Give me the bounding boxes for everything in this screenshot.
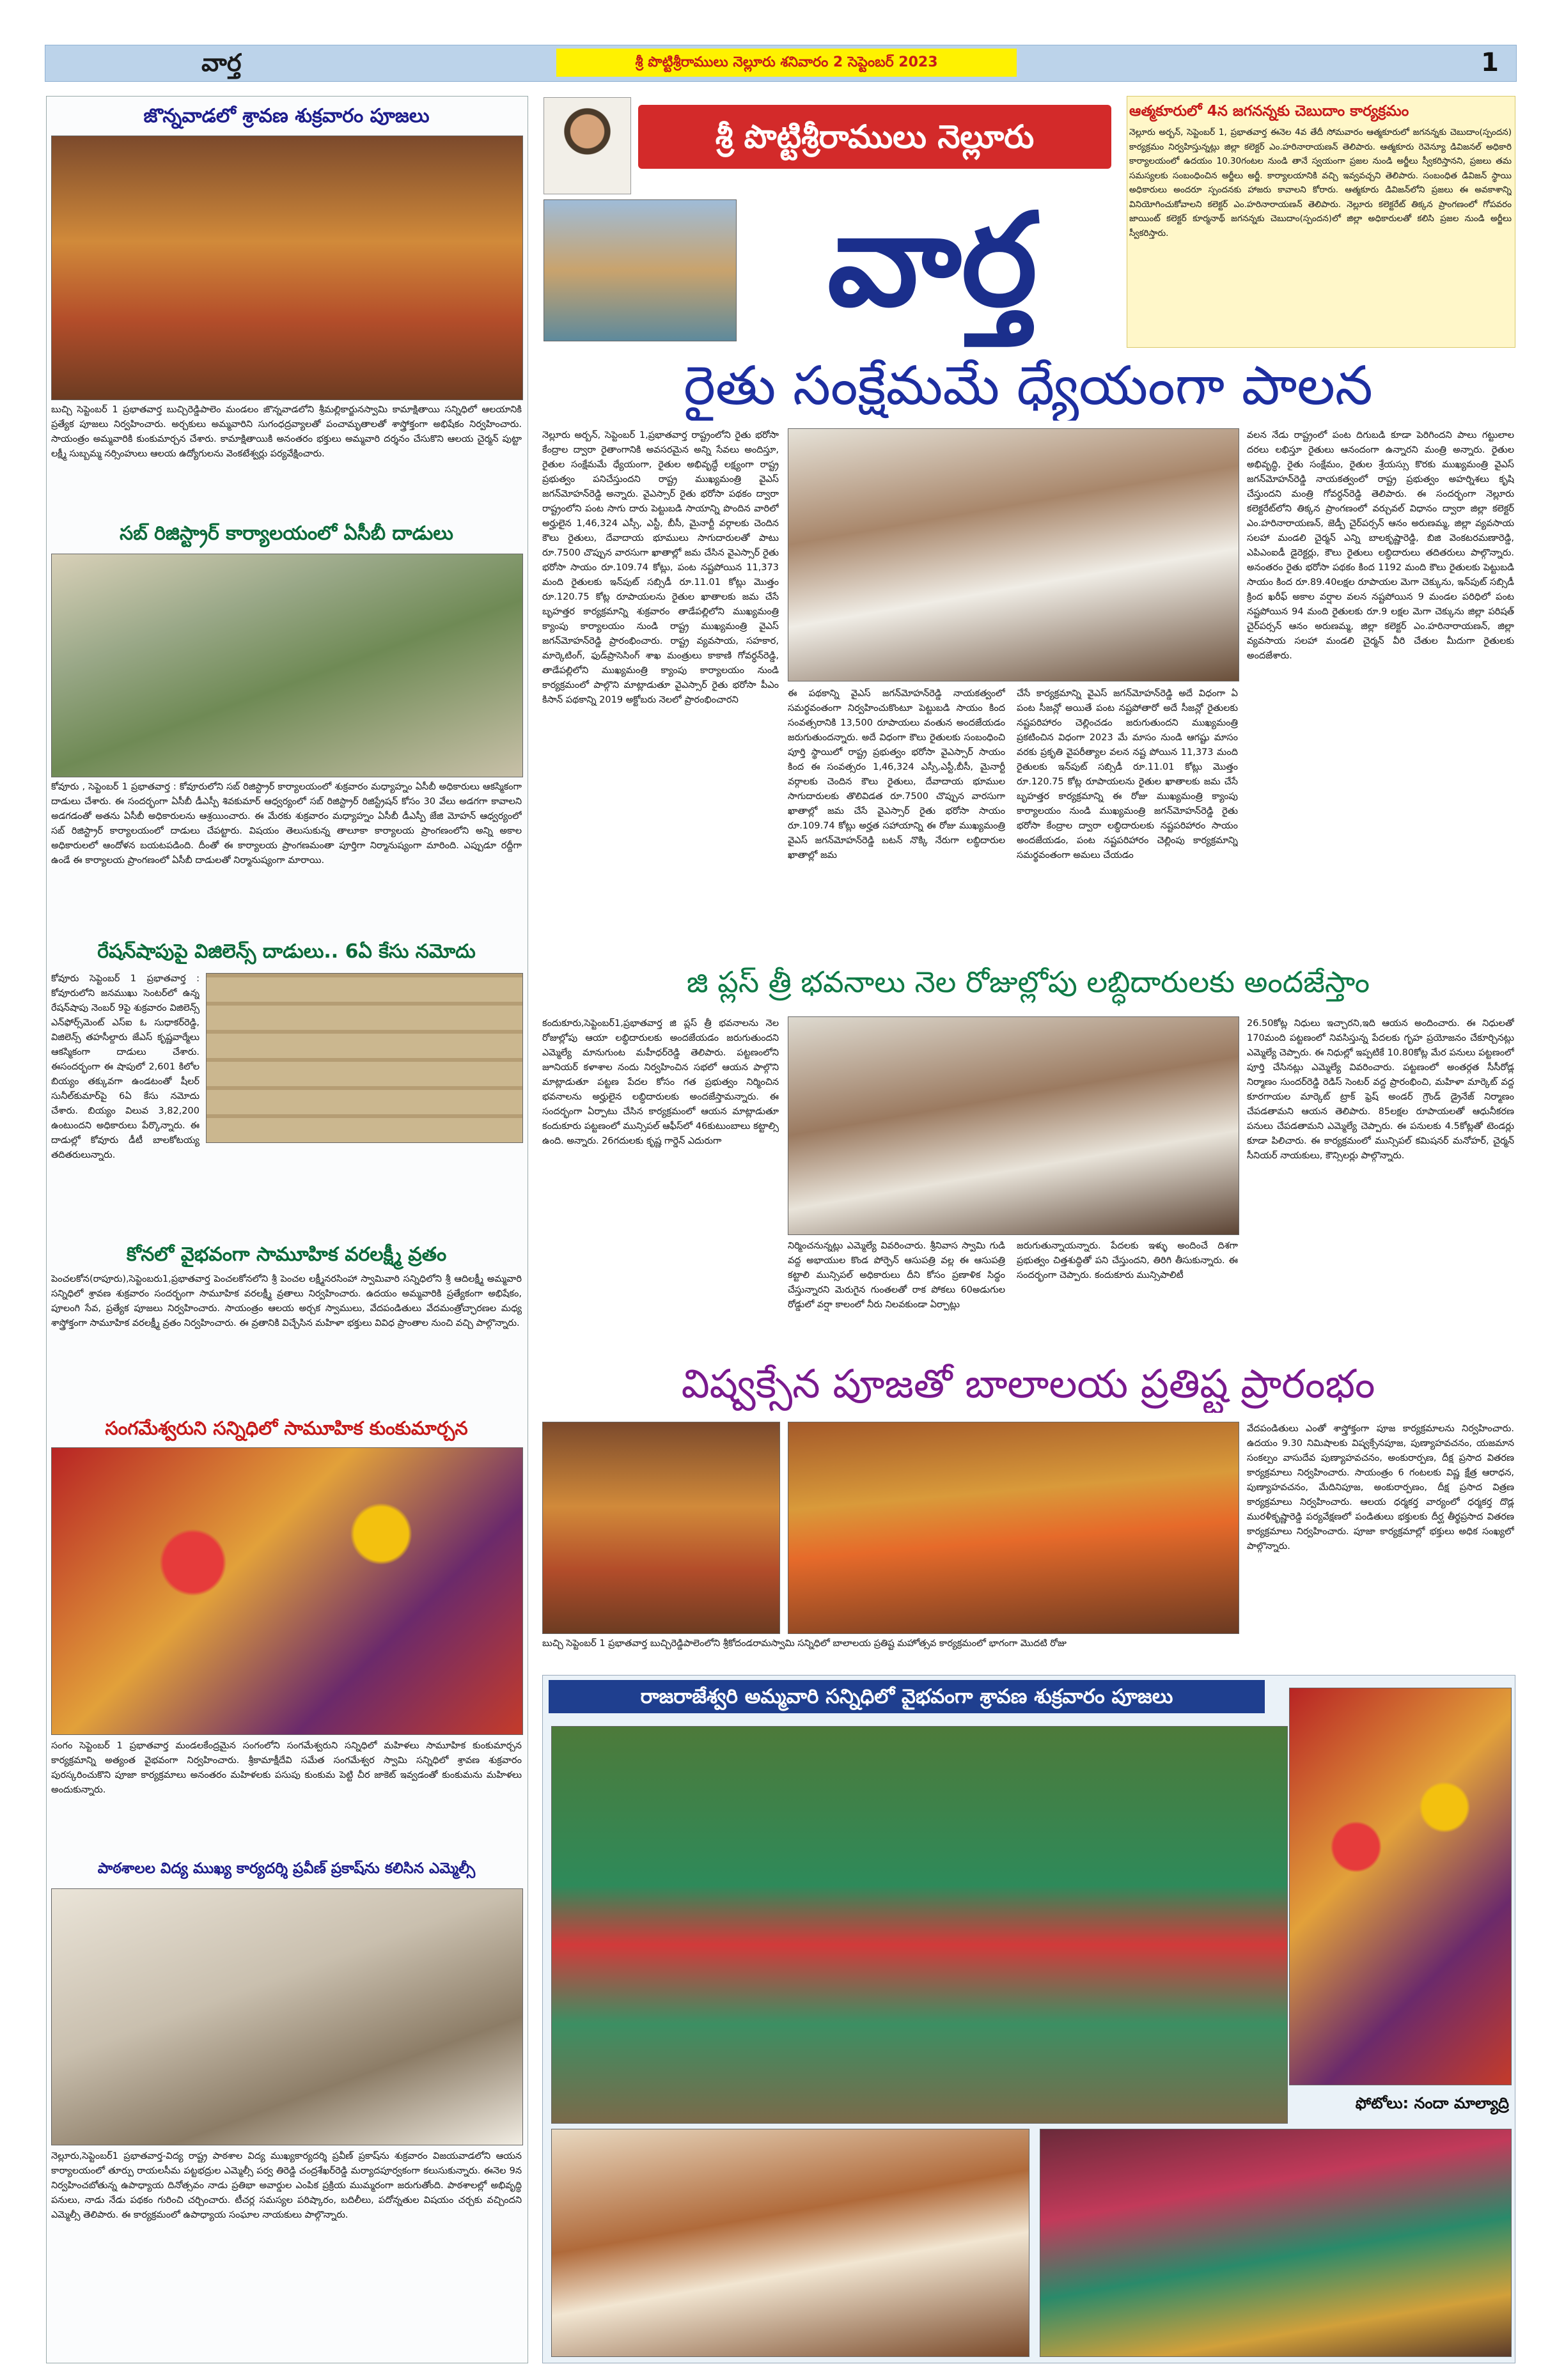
masthead-collage bbox=[544, 199, 737, 341]
story2-photo bbox=[51, 554, 523, 777]
bhavanalu-col1: కందుకూరు,సెప్టెంబర్1,ప్రభాతవార్త జి ప్లస్ త్రీ భవనాలను నెల రోజుల్లోపు ఆయా లబ్ధిదారులకు అందజేయడం జరుగుతుందని ఎమ్మెల్యే మానుగుంట మహీధర్‌రెడ్డి తెలిపారు. పట్టణంలోని జూనియర్ కళాశాల నందు నిర్వహించిన సభలో ఆయన పాల్గొని మాట్లాడుతూ పట్టణ పేదల కోసం గత ప్రభుత్వం నిర్మించిన భవనాలను అర్హులైన లబ్ధిదారులకు అందజేస్తామన్నారు. ఈ సందర్భంగా ఏర్పాటు చేసిన కార్యక్రమంలో ఆయన మాట్లాడుతూ కందుకూరు పట్టణంలో మున్సిపల్ ఆఫీస్‌లో 46కుటుంబాలు కట్టాల్సి ఉంది. అన్నారు. 26గదులకు కృష్ణ గార్డెన్ ఎదురుగా bbox=[542, 1018, 779, 1146]
story4-headline: కోనలో వైభవంగా సామూహిక వరలక్ష్మీ వ్రతం bbox=[126, 1243, 447, 1266]
bhavanalu-col4: 26.50కోట్ల నిధులు ఇచ్చారని,ఇది ఆయన అందించారు. ఈ నిధులతో 170మంది పట్టణంలో నివసిస్తున్న పేదలకు గృహ ప్రయోజనం చేకూర్చినట్లు ఎమ్మెల్యే చెప్పారు. ఈ నిధుల్లో ఇప్పటికే 10.80కోట్ల మేర పనులు పట్టణంలో పూర్తి చేసినట్లు ఎమ్మెల్యే వివరించారు. పట్టణంలో అంతర్గత సీసీరోడ్ల నిర్మాణం సుందర్‌రెడ్డి రెడిస్ సెంటర్ వద్ద ప్రారంభించి, మహిళా మార్కెట్ వద్ద కూరగాయల మార్కెట్ ట్రాక్ ఫ్రెష్ అండర్ గ్రౌండ్ డ్రైనేజ్ నిర్మాణం చేపడతామని ఆయన తెలిపారు. 85లక్షల రూపాయలతో ఆధునీకరణ పనులు చేపడతామని ఎమ్మెల్యే చెప్పారు. ఈ పనులకు 4.5కోట్లతో టెండర్లు కూడా పిలిచారు. ఈ కార్యక్రమంలో మున్సిపల్ కమిషనర్ మనోహర్, చైర్మన్ సీనియర్ నాయకులు, కౌన్సిలర్లు పాల్గొన్నారు. bbox=[1247, 1018, 1514, 1161]
rajarajeswari-main-photo bbox=[551, 1726, 1288, 2124]
story2-body: కోవూరు , సెప్టెంబర్ 1 ప్రభాతవార్త : కోవూరులోని సబ్ రిజిస్ట్రార్ కార్యాలయంలో శుక్రవారం మధ్యాహ్నం ఏసీబీ అధికారులు ఆకస్మికంగా దాడులు చేశారు. ఈ సందర్భంగా ఏసీబీ డీఎస్పీ శివకుమార్ ఆధ్వర్యంలో సబ్ రిజిస్ట్రార్ రిజిస్ట్రేషన్ కోసం 30 వేలు అడగగా కావాలని అడగడంతో అతను ఏసీబీ అధికారులను ఆశ్రయించారు. ఈ మేరకు శుక్రవారం మధ్యాహ్నం ఏసీబీ డీఎస్పీ జేజి మోహన్ ఆధ్వర్యంలో సబ్ రిజిస్ట్రార్ కార్యాలయంలో దాడులు చేపట్టారు. విషయం తెలుసుకున్న తాలూకా కార్యాలయ ప్రాంగణంలోని అన్ని అకాల అధికారులలో ఆందోళన బయటపడింది. దీంతో ఈ కార్యాలయ ప్రాంగణమంతా పూర్తిగా నిర్మానుష్యంగా మారింది. ఎప్పుడూ రద్దీగా ఉండే ఈ కార్యాలయ ప్రాంగణంలో ఏసీబీ దాడులతో నిర్మానుష్యంగా మారాయి. bbox=[51, 782, 522, 866]
story6-headline: పాఠశాలల విద్య ముఖ్య కార్యదర్శి ప్రవీణ్ ప్రకాష్‌ను కలిసిన ఎమ్మెల్సీ bbox=[97, 1860, 476, 1877]
photo-credit: ఫోటోలు: నందా మాల్యాద్రి bbox=[1355, 2094, 1509, 2112]
main-photo bbox=[788, 428, 1239, 681]
masthead bbox=[542, 92, 1124, 348]
vishvaksena-photo-2 bbox=[788, 1422, 1239, 1634]
main-headline: రైతు సంక్షేమమే ధ్యేయంగా పాలన bbox=[684, 354, 1373, 417]
story2-headline: సబ్ రిజిస్ట్రార్ కార్యాలయంలో ఏసీబీ దాడులు bbox=[120, 522, 453, 545]
story5-photo bbox=[51, 1447, 523, 1735]
rajarajeswari-deity-photo bbox=[1289, 1688, 1512, 2085]
story5-body: సంగం సెప్టెంబర్ 1 ప్రభాతవార్త మండలకేంద్రమైన సంగంలోని సంగమేశ్వరుని సన్నిధిలో మహిళలు సామూహిక కుంకుమార్చన కార్యక్రమాన్ని అత్యంత వైభవంగా నిర్వహించారు. శ్రీకామాక్షీదేవి సమేత సంగమేశ్వర స్వామి సన్నిధిలో శ్రావణ శుక్రవారం పురస్కరించుకొని పూజా కార్యక్రమాలు అనంతరం మహిళలకు పసుపు కుంకుమ పెట్టి చీర జాకెట్ ఇవ్వడంతో కుంకుమను మహిళలు అందుకున్నారు. bbox=[51, 1741, 522, 1795]
vishvaksena-body: వేదపండితులు ఎంతో శాస్త్రోక్తంగా పూజ కార్యక్రమాలను నిర్వహించారు. ఉదయం 9.30 నిమిషాలకు విష్వక్సేనపూజ, పుణ్యాహవచనం, యజమాన సంకల్పం వాసుదేవ పుణ్యాహవచనం, అంకురార్పణ, దీక్ష ప్రసాద వితరణ కార్యక్రమాలు నిర్వహించారు. సాయంత్రం 6 గంటలకు విష్ణ క్షేత్ర ఆరాధన, పుణ్యాహవచనం, మేదినిపూజ, అంకురార్పణం, దీక్ష ప్రసాద విత్రణ కార్యక్రమాలు నిర్వహించారు. ఆలయ ధర్మకర్త వార్యంలో ధర్మకర్త దొడ్ల మురళీకృష్ణారెడ్డి పర్యవేక్షణలో పండితులు భక్తులకు దీర్ఘ తీర్థప్రసాద వితరణ కార్యక్రమాలు నిర్వహించారు. పూజా కార్యక్రమాల్లో భక్తులు అధిక సంఖ్యలో పాల్గొన్నారు. bbox=[1247, 1424, 1514, 1552]
founder-portrait bbox=[544, 97, 631, 194]
vishvaksena-caption: బుచ్చి సెప్టెంబర్ 1 ప్రభాతవార్త బుచ్చిరెడ్డిపాలెంలోని శ్రీకోదండరామస్వామి సన్నిధిలో బాలాలయ ప్రతిష్ట మహోత్సవ కార్యక్రమంలో భాగంగా మొదటి రోజు bbox=[542, 1638, 1067, 1649]
masthead-title: వార్త bbox=[827, 185, 1038, 335]
story1-body: బుచ్చి సెప్టెంబర్ 1 ప్రభాతవార్త బుచ్చిరెడ్డిపాలెం మండలం జొన్నవాడలోని శ్రీమల్లికార్జునస్వామి కామాక్షితాయి సన్నిధిలో ఆలయానికి ప్రత్యేక పూజలు నిర్వహించారు. అర్చకులు అమ్మవారిని సుగంధద్రవ్యాలతో పంచామృతాలతో శాస్త్రోక్తంగా అభిషేకం నిర్వహించారు. సాయంత్రం అమ్మవారికి కుంకుమార్చన చేశారు. కామాక్షితాయికి అనంతరం భక్తులు అమ్మవారి దర్శనం చేసుకొని ఆలయ చైర్మన్ పుట్టా లక్ష్మీ సుబ్బమ్మ నర్సింహులు ఆలయ ఉద్యోగులను వెంకటేశ్వర్లు పర్యవేక్షించారు. bbox=[51, 405, 522, 459]
main-col2: ఈ పథకాన్ని వైఎస్ జగన్‌మోహన్‌రెడ్డి నాయకత్వంలో సమర్థవంతంగా నిర్వహించుకొంటూ పెట్టుబడి సాయం కింద సంవత్సరానికి 13,500 రూపాయలు వంతున అందజేయడం జరుగుతుందన్నారు. అదే విధంగా కౌలు రైతులకు సంబంధించి పూర్తి స్థాయిలో రాష్ట్ర ప్రభుత్వం భరోసా వైఎస్సార్ సాయం కింద ఈ సంవత్సరం 1,46,324 ఎస్సీ,ఎస్టీ,బీసీ, మైనార్టీ వర్గాలకు చెందిన కౌలు రైతులు, దేవాదాయ భూముల సాగుదారులకు తొలివిడత రూ.7500 చొప్పున వారసుగా ఖాతాల్లో జమ చేసే వైఎస్సార్ రైతు భరోసా సాయం రూ.109.74 కోట్లు అర్హత సహాయాన్ని ఈ రోజు ముఖ్యమంత్రి వైఎస్ జగన్‌మోహన్‌రెడ్డి బటన్ నొక్కి నేరుగా లబ్ధిదారుల ఖాతాల్లో జమ bbox=[788, 688, 1005, 860]
vishvaksena-photo-1 bbox=[542, 1422, 780, 1634]
story6-photo bbox=[51, 1888, 523, 2145]
story1-headline: జొన్నవాడలో శ్రావణ శుక్రవారం పూజలు bbox=[143, 105, 430, 127]
story1-photo bbox=[51, 136, 523, 400]
rajarajeswari-photo-3 bbox=[1040, 2129, 1512, 2357]
top-bar-logo: వార్త bbox=[201, 49, 242, 77]
masthead-district: శ్రీ పొట్టిశ్రీరాములు నెల్లూరు bbox=[638, 105, 1111, 169]
rajarajeswari-headline: రాజరాజేశ్వరి అమ్మవారి సన్నిధిలో వైభవంగా శ్రావణ శుక్రవారం పూజలు bbox=[549, 1680, 1265, 1713]
story6-body: నెల్లూరు,సెప్టెంబర్1 ప్రభాతవార్త-విద్య రాష్ట్ర పాఠశాల విద్య ముఖ్యకార్యదర్శి ప్రవీణ్ ప్రకాష్‌ను శుక్రవారం విజయవాడలోని ఆయన కార్యాలయంలో తూర్పు రాయలసీమ పట్టభద్రుల ఎమ్మెల్సీ పర్వ తిరెడ్డి చంద్రశేఖర్‌రెడ్డి మర్యాదపూర్వకంగా కలుసుకున్నారు. ఈనెల 9న నిర్వహించబోతున్న ఉపాధ్యాయ దినోత్సవం నాడు ప్రతిభా అవార్డుల ఎంపిక ప్రక్రియ ముమ్మరంగా జరుగుతోంది. పాఠశాలల్లో అభివృద్ధి పనులు, నాడు నేడు పథకం గురించి చర్చించారు. టీచర్ల సమస్యల పరిష్కారం, బదిలీలు, పదోన్నతుల విషయం చర్చకు వచ్చిందని ఎమ్మెల్సీ తెలిపారు. ఈ కార్యక్రమంలో ఉపాధ్యాయ సంఘాల నాయకులు పాల్గొన్నారు. bbox=[51, 2151, 522, 2220]
rajarajeswari-photo-2 bbox=[551, 2129, 1029, 2357]
page-number: 1 bbox=[1481, 48, 1499, 77]
bhavanalu-col2: నిర్మించనున్నట్లు ఎమ్మెల్యే వివరించారు. శ్రీనివాస స్వామి గుడి వద్ద అభాయుల కొండ పోర్పెన్ ఆసుపత్రి వల్ల ఈ ఆసుపత్రి కట్టాలి మున్సిపల్ అధికారులు దీని కోసం ప్రణాళిక సిద్ధం చేస్తున్నారని మెరుగైన గుంతలతో రాక పోకలు 60అడుగుల రోడ్డులో వర్షా కాలంలో నీరు నిలవకుండా ఏర్పాట్లు bbox=[788, 1241, 1005, 1310]
main-col3: చేసే కార్యక్రమాన్ని వైఎస్ జగన్‌మోహన్‌రెడ్డి అదే విధంగా ఏ పంట సీజన్లో అయితే పంట నష్టపోతారో అదే సీజన్లో రైతులకు నష్టపరిహారం చెల్లించడం జరుగుతుందని ముఖ్యమంత్రి ప్రకటించిన విధంగా 2023 మే మాసం నుండి ఆగష్టు మాసం వరకు ప్రకృతి వైపరీత్యాల వలన నష్ట పోయిన 11,373 మంది రైతులకు ఇన్‌పుట్ సబ్సిడీ రూ.11.01 కోట్లు మొత్తం రూ.120.75 కోట్ల రూపాయలను రైతుల ఖాతాలకు జమ చేసే బృహత్తర కార్యక్రమాన్ని ఈ రోజు ముఖ్యమంత్రి క్యాంపు కార్యాలయం నుండి ముఖ్యమంత్రి జగన్‌మోహన్‌రెడ్డి రైతు భరోసా కేంద్రాల ద్వారా లబ్ధిదారులకు నష్టపరిహారం సాయం అందజేయడం, పంట నష్టపరిహారం చెల్లింపు కార్యక్రమాన్ని సమర్థవంతంగా అమలు చేయడం bbox=[1017, 688, 1238, 860]
story4-body: పెంచలకోన(రాపూరు),సెప్టెంబరు1,ప్రభాతవార్త పెంచలకోనలోని శ్రీ పెంచల లక్ష్మీనరసింహా స్వామివారి సన్నిధిలోని శ్రీ ఆదిలక్ష్మీ అమ్మవారి సన్నిధిలో శ్రావణ శుక్రవారం సందర్భంగా సామూహిక వరలక్ష్మీ వ్రతాలు నిర్వహించారు. ఉదయం అమ్మవారికి ప్రత్యేకంగా అభిషేకం, పూలంగి సేవ, ప్రత్యేక పూజలు నిర్వహించారు. సాయంత్రం ఆలయ అర్చక స్వాములు, వేదపండితులు వేదమంత్రోచ్ఛారణల మధ్య శాస్త్రోక్తంగా సామూహిక వరలక్ష్మీ వ్రతం నిర్వహించారు. ఈ వ్రతానికి విచ్చేసిన మహిళా భక్తులు వివిధ ప్రాంతాల నుంచి వచ్చి పాల్గొన్నారు. bbox=[51, 1274, 522, 1328]
top-right-headline: ఆత్మకూరులో 4న జగనన్నకు చెబుదాం కార్యక్రమం bbox=[1129, 103, 1409, 120]
top-right-body: నెల్లూరు అర్బన్, సెప్టెంబర్ 1, ప్రభాతవార్త ఈనెల 4వ తేదీ సోమవారం ఆత్మకూరులో జగనన్నకు చెబుదాం(స్పందన) కార్యక్రమం నిర్వహిస్తున్నట్లు జిల్లా కలెక్టర్ ఎం.హరినారాయణన్ తెలిపారు. ఆత్మకూరు రెవెన్యూ డివిజనల్ అధికారి కార్యాలయంలో ఉదయం 10.30గంటల నుండి తానే స్వయంగా ప్రజల నుండి అర్జీలు స్వీకరిస్తానని, ప్రజలు తమ సమస్యలకు సంబంధించిన అర్జీలు అర్జీ. కార్యాలయానికి వచ్చి ఇవ్వవచ్చని తెలిపారు. సంబంధిత డివిజన్ స్థాయి అధికారులు అందరూ స్పందనకు హాజరు కావాలని కోరారు. ఆత్మకూరు డివిజన్‌లోని ప్రజలు ఈ అవకాశాన్ని వినియోగించుకోవాలని కలెక్టర్ ఎం.హరినారాయణన్ తెలిపారు. నెల్లూరు కలెక్టరేట్ తిక్కన ప్రాంగణంలో గోపవరం జాయింట్ కలెక్టర్ కూర్మనాథ్ జగనన్నకు చెబుదాం(స్పందన)లో జిల్లా అధికారులతో కలిసి ప్రజల నుండి అర్జీలు స్వీకరిస్తారు. bbox=[1129, 127, 1512, 238]
main-col4: వలన నేడు రాష్ట్రంలో పంట దిగుబడి కూడా పెరిగిందని పాలు గట్టులాల దరలు లభిస్తూ రైతులు ఆనందంగా ఉన్నారని మంత్రి అన్నారు. రైతుల అభివృద్ధి, రైతు సంక్షేమం, రైతుల శ్రేయస్సు కొరకు ముఖ్యమంత్రి వైఎస్ జగన్‌మోహన్‌రెడ్డి నాయకత్వంలో రాష్ట్ర ప్రభుత్వం అహర్నిశలు కృషి చేస్తుందని మంత్రి గోవర్ధన్‌రెడ్డి తెలిపారు. ఈ సందర్భంగా నెల్లూరు కలెక్టరేట్‌లోని తిక్కన ప్రాంగణంలో వర్చువల్ విధానం ద్వారా జిల్లా కలెక్టర్ ఎం.హరినారాయణన్, జెడ్పీ చైర్‌పర్సన్ ఆనం అరుణమ్మ, జిల్లా వ్యవసాయ సలహా మండలి చైర్మన్ ఎన్ని బాలకృష్ణారెడ్డి, బిజి వెంకటరమణారెడ్డి, ఎపిఎంఐడీ డైరెక్టర్లు, కౌలు రైతులు లబ్ధిదారులు తదితరులు పాల్గొన్నారు. అనంతరం రైతు భరోసా పథకం కింద 1192 మంది కౌలు రైతులకు పెట్టుబడి సాయం కింద రూ.89.40లక్షల రూపాయల మెగా చెక్కును, ఇన్‌పుట్ సబ్సిడీ క్రింద ఖరీఫ్ అకాల వర్షాల వలన నష్టపోయిన 9 మండల పరిధిలో పంట నష్టపోయిన 94 మంది రైతులకు రూ.9 లక్షల మెగా చెక్కును జిల్లా పరిషత్ చైర్‌పర్సన్ ఆనం అరుణమ్మ, జిల్లా కలెక్టర్ ఎం.హరినారాయణన్, జిల్లా వ్యవసాయ సలహా మండలి చైర్మన్ వీరి చేతుల మీదుగా రైతులకు అందజేశారు. bbox=[1247, 430, 1514, 661]
story3-body: కోవూరు సెప్టెంబర్ 1 ప్రభాతవార్త : కోవూరులోని జనముఖు సెంటర్‌లో ఉన్న రేషన్‌షాపు నెంబర్ 9పై శుక్రవారం విజిలెన్స్ ఎన్‌ఫోర్స్‌మెంట్ ఎస్ఐ ఓ సుధాకర్‌రెడ్డి, విజిలెన్స్ తహసీల్దారు జేఎస్ కృష్ణవార్మేలు ఆకస్మికంగా దాడులు చేశారు. ఈసందర్భంగా ఈ షాపులో 2,601 కిలోల బియ్యం తక్కువగా ఉండటంతో షీలర్ సునీల్‌కుమార్‌పై 6ఏ కేసు నమోదు చేశారు. బియ్యం విలువ 3,82,200 ఉంటుందని అధికారులు పేర్కొన్నారు. ఈ దాడుల్లో కోవూరు డీటీ బాలకోటయ్య తదితరులున్నారు. bbox=[51, 974, 200, 1160]
main-col1: నెల్లూరు అర్బన్, సెప్టెంబర్ 1,ప్రభాతవార్త రాష్ట్రంలోని రైతు భరోసా కేంద్రాల ద్వారా రైతాంగానికి అవసరమైన అన్ని సేవలు అందిస్తూ, రైతుల సంక్షేమమే ధ్యేయంగా, రైతుల అభివృద్ధే లక్ష్యంగా రాష్ట్ర ప్రభుత్వం పనిచేస్తుందని రాష్ట్ర ముఖ్యమంత్రి వైఎస్ జగన్‌మోహన్‌రెడ్డి అన్నారు. వైఎస్సార్ రైతు భరోసా పథకం ద్వారా రాష్ట్రంలోని పంట సాగు దారు పెట్టుబడి సాయాన్ని పొందిన వారిలో అర్హులైన 1,46,324 ఎస్సీ, ఎస్టీ, బీసీ, మైనార్టీ వర్గాలకు చెందిన కౌలు రైతులు, దేవాదాయ భూములు సాగుదారులతో పాటు రూ.7500 చొప్పున వారసుగా ఖాతాల్లో జమ చేసిన వైఎస్సార్ రైతు భరోసా సాయం రూ.109.74 కోట్లు, పంట నష్టపోయిన 11,373 మంది రైతులకు ఇన్‌పుట్ సబ్సిడీ రూ.11.01 కోట్లు మొత్తం రూ.120.75 కోట్ల రూపాయలను రైతుల ఖాతాలకు జమ చేసే బృహత్తర కార్యక్రమాన్ని శుక్రవారం తాడేపల్లిలోని ముఖ్యమంత్రి క్యాంపు కార్యాలయం నుండి రాష్ట్ర ముఖ్యమంత్రి వైఎస్ జగన్‌మోహన్‌రెడ్డి ప్రారంభించారు. రాష్ట్ర వ్యవసాయ, సహకార, మార్కెటింగ్, ఫుడ్‌ప్రాసెసింగ్ శాఖ మంత్రులు కాకాణి గోవర్ధన్‌రెడ్డి, తాడేపల్లిలోని ముఖ్యమంత్రి క్యాంపు కార్యాలయం నుండి కార్యక్రమంలో పాల్గొని మాట్లాడుతూ వైఎస్సార్ రైతు భరోసా పీఎం కిసాన్ పథకాన్ని 2019 అక్టోబరు నెలలో ప్రారంభించారని bbox=[542, 430, 779, 705]
bhavanalu-col3: జరుగుతున్నాయన్నారు. పేదలకు ఇళ్ళు అందించే దిశగా ప్రభుత్వం చిత్తశుద్ధితో పని చేస్తుందని, తిరిగి తీసుకున్నారు. ఈ సందర్భంగా చెప్పారు. కందుకూరు మున్సిపాలిటీ bbox=[1017, 1241, 1238, 1280]
story5-headline: సంగమేశ్వరుని సన్నిధిలో సామూహిక కుంకుమార్చన bbox=[105, 1417, 468, 1439]
story3-headline: రేషన్‌షాపుపై విజిలెన్స్ దాడులు.. 6ఏ కేసు నమోదు bbox=[97, 940, 476, 963]
vishvaksena-headline: విష్వక్సేన పూజతో బాలాలయ ప్రతిష్ట ప్రారంభం bbox=[681, 1360, 1375, 1407]
bhavanalu-headline: జి ప్లస్ త్రీ భవనాలు నెల రోజుల్లోపు లబ్ధిదారులకు అందజేస్తాం bbox=[686, 965, 1370, 999]
story3-photo bbox=[206, 973, 523, 1143]
bhavanalu-photo bbox=[788, 1016, 1239, 1235]
top-bar-dateline: శ్రీ పొట్టిశ్రీరాములు నెల్లూరు శనివారం 2 సెప్టెంబర్ 2023 bbox=[556, 49, 1017, 77]
